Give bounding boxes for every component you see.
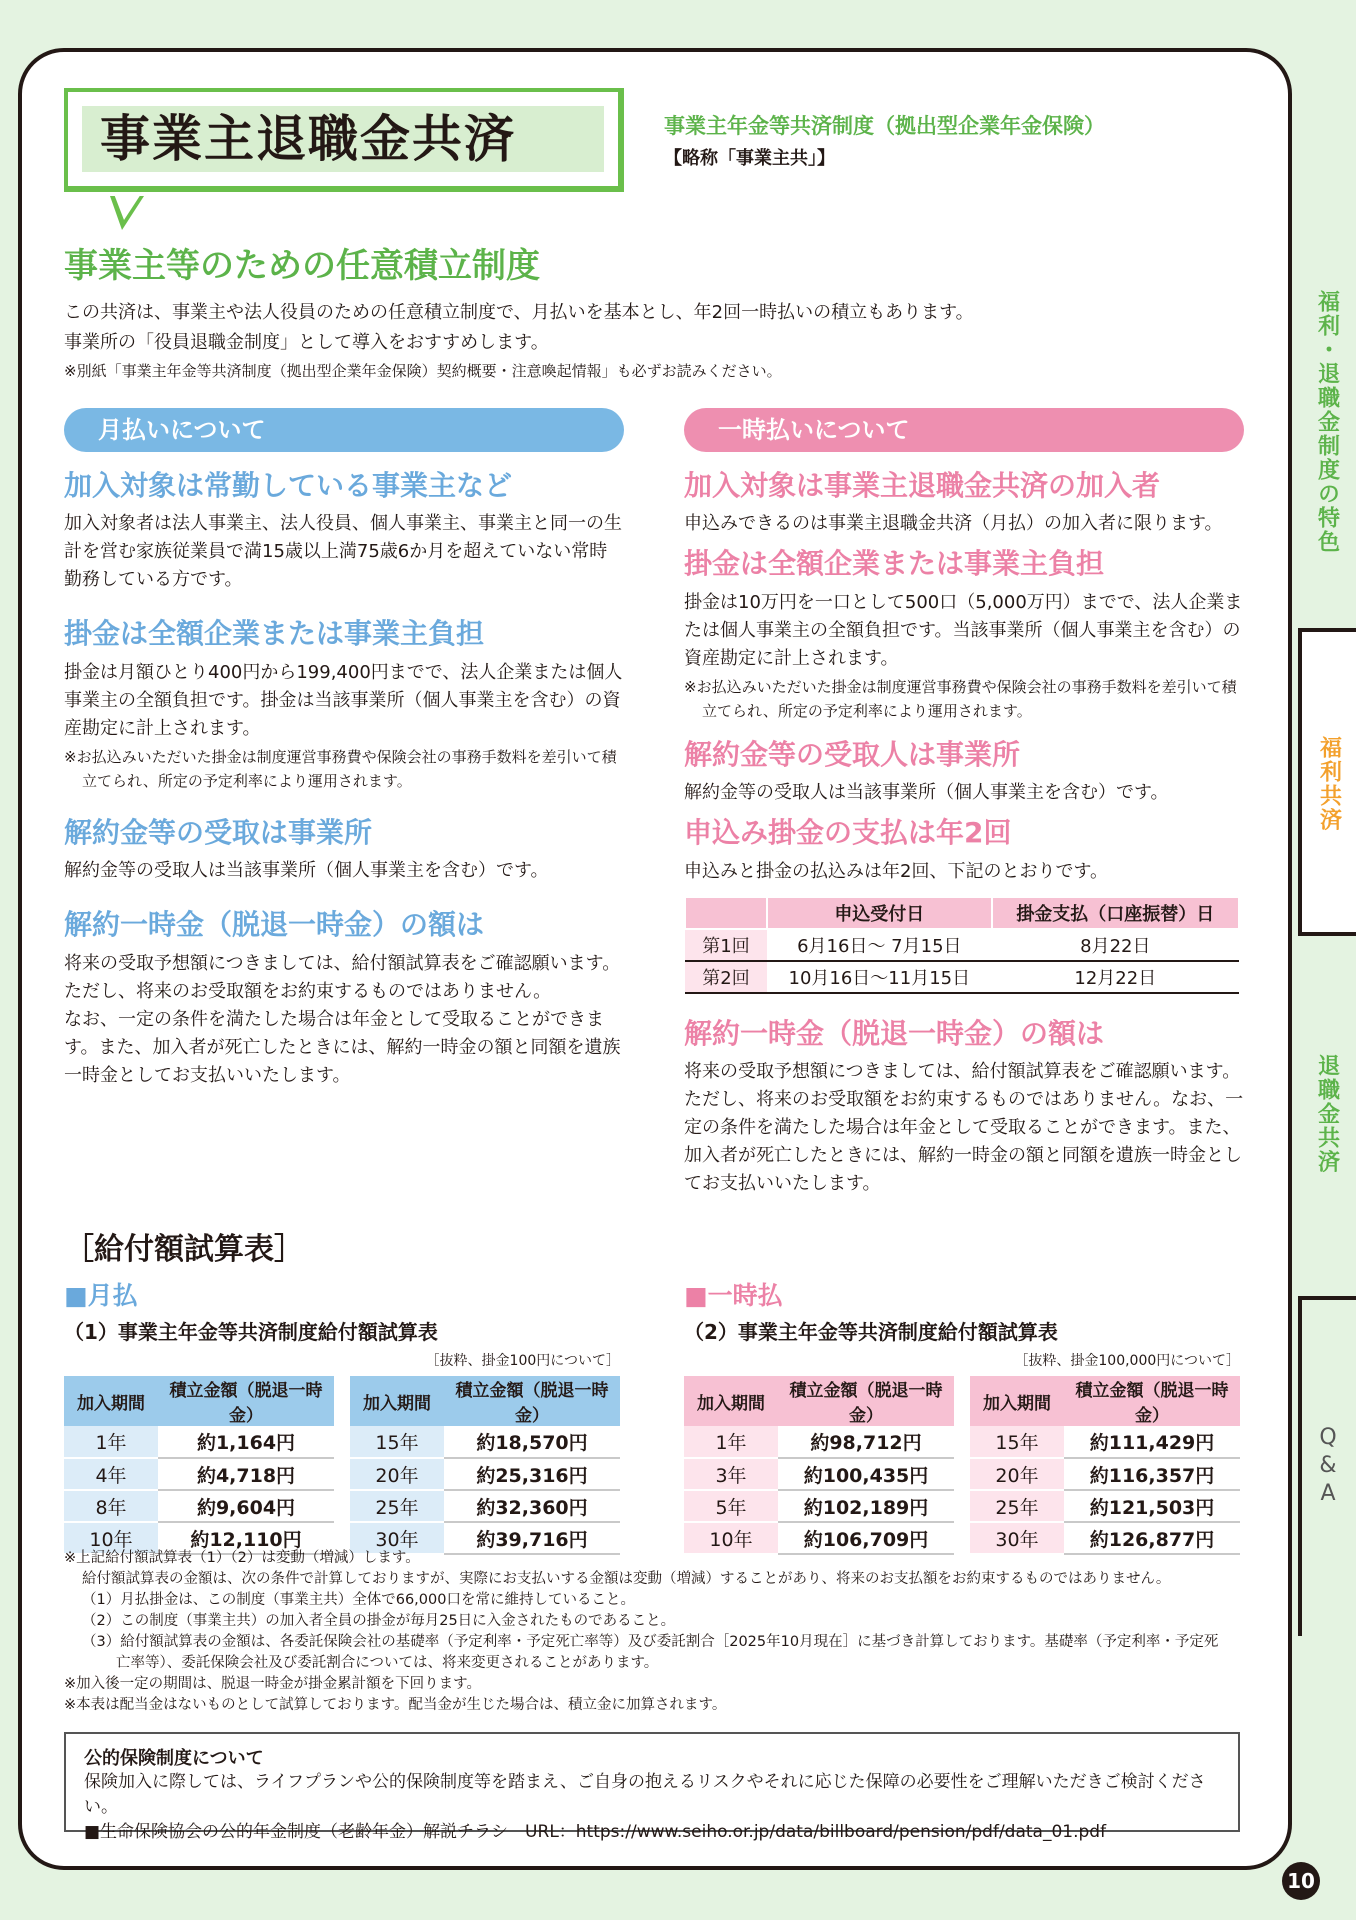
lumpsum-amount-body: 将来の受取予想額につきましては、給付額試算表をご確認願います。ただし、将来のお受取額をお約束するものではありません。なお、一定の条件を満たした場合は年金として受取ることができます。また、加入者が死亡したときには、解約一時金の額と同額を遺族一時金としてお支払いいたします。 [684, 1060, 1244, 1194]
public-box-title: 公的保険制度について [84, 1748, 264, 1769]
side-tab-retirement-label: 退職金共済 [1314, 1054, 1340, 1174]
lumpsum-table-head: ■一時払 [684, 1281, 783, 1310]
title-box [64, 88, 624, 192]
table-row [970, 1490, 1240, 1522]
intro-note: ※別紙「事業主年金等共済制度（拠出型企業年金保険）契約概要・注意喚起情報」も必ずお読みください。 [64, 362, 782, 380]
side-tab-features[interactable] [1298, 276, 1356, 594]
monthly-amount-title: 解約一時金（脱退一時金）の額は [64, 908, 485, 942]
table2-right [970, 1376, 1240, 1555]
amount-cell: 約116,357円 [1064, 1458, 1240, 1490]
monthly-eligibility-title: 加入対象は常勤している事業主など [64, 469, 513, 502]
footnote: ※加入後一定の期間は、脱退一時金が掛金累計額を下回ります。 [64, 1676, 481, 1692]
intro-line-1: この共済は、事業主や法人役員のための任意積立制度で、月払いを基本とし、年2回一時払いの積立もあります。 [64, 302, 974, 323]
period-cell: 5年 [684, 1490, 778, 1522]
speech-tail-inner [114, 194, 141, 220]
period-cell: 30年 [350, 1522, 444, 1554]
public-insurance-box [64, 1732, 1240, 1842]
benefit-section-title: ［給付額試算表］ [64, 1232, 304, 1267]
footnote: ※本表は配当金はないものとして試算しております。配当金が生じた場合は、積立金に加算されます。 [64, 1697, 727, 1713]
lumpsum-payment-title: 申込み掛金の支払は年2回 [684, 816, 1012, 850]
col-amount: 積立金額（脱退一時金） [1064, 1376, 1240, 1426]
table-row [350, 1490, 620, 1522]
col-amount: 積立金額（脱退一時金） [158, 1376, 334, 1426]
footnote: 給付額試算表の金額は、次の条件で計算しておりますが、実際にお支払いする金額は変動（増減）することがあり、将来のお支払額をお約束するものではありません。 [82, 1571, 1171, 1587]
monthly-premium-body: 掛金は月額ひとり400円から199,400円までで、法人企業または個人事業主の全額負担です。掛金は当該事業所（個人事業主を含む）の資産勘定に計上されます。 [64, 661, 623, 739]
amount-cell: 約39,716円 [444, 1522, 620, 1554]
table1-title: （1）事業主年金等共済制度給付額試算表 [64, 1320, 438, 1344]
monthly-premium-title: 掛金は全額企業または事業主負担 [64, 617, 485, 651]
monthly-amount-body-1: 将来の受取予想額につきましては、給付額試算表をご確認願います。ただし、将来のお受取額をお約束するものではありません。 [64, 952, 621, 1002]
amount-cell: 約100,435円 [778, 1458, 954, 1490]
period-cell: 25年 [350, 1490, 444, 1522]
footnote: 亡率等）、委託保険会社及び委託割合については、将来変更されることがあります。 [116, 1655, 659, 1671]
period-cell: 1年 [684, 1426, 778, 1458]
amount-cell: 約4,718円 [158, 1458, 334, 1490]
table-row [684, 1490, 954, 1522]
side-tab-qa[interactable] [1298, 1296, 1356, 1636]
period-cell: 10年 [684, 1522, 778, 1554]
schedule-header-payment: 掛金支払（口座振替）日 [992, 897, 1239, 929]
period-cell: 25年 [970, 1490, 1064, 1522]
footnotes [64, 1548, 1218, 1716]
table-row [684, 1458, 954, 1490]
amount-cell: 約18,570円 [444, 1426, 620, 1458]
amount-cell: 約106,709円 [778, 1522, 954, 1554]
period-cell: 4年 [64, 1458, 158, 1490]
table-row [970, 1458, 1240, 1490]
amount-cell: 約121,503円 [1064, 1490, 1240, 1522]
period-cell: 30年 [970, 1522, 1064, 1554]
monthly-pill: 月払いについて [64, 408, 624, 452]
table-row [350, 1426, 620, 1458]
side-tab-features-label: 福利・退職金制度の特色 [1314, 290, 1340, 554]
monthly-amount-body-2: なお、一定の条件を満たした場合は年金として受取ることができます。また、加入者が死亡したときには、解約一時金の額と同額を遺族一時金としてお支払いいたします。 [64, 1008, 621, 1086]
schedule-round: 第2回 [685, 961, 767, 993]
amount-cell: 約12,110円 [158, 1522, 334, 1554]
table-row [64, 1490, 334, 1522]
amount-cell: 約9,604円 [158, 1490, 334, 1522]
table2-left [684, 1376, 954, 1555]
col-amount: 積立金額（脱退一時金） [778, 1376, 954, 1426]
table-row [350, 1458, 620, 1490]
side-tab-qa-label: Q&A [1319, 1425, 1339, 1506]
lumpsum-eligibility-body: 申込みできるのは事業主退職金共済（月払）の加入者に限ります。 [684, 513, 1223, 535]
amount-cell: 約111,429円 [1064, 1426, 1240, 1458]
lumpsum-amount-title: 解約一時金（脱退一時金）の額は [684, 1016, 1105, 1050]
table-row [970, 1426, 1240, 1458]
table-row [684, 1426, 954, 1458]
lumpsum-payment-body: 申込みと掛金の払込みは年2回、下記のとおりです。 [684, 860, 1109, 882]
side-tab-welfare-label: 福利共済 [1316, 736, 1342, 832]
amount-cell: 約126,877円 [1064, 1522, 1240, 1554]
schedule-application-date: 10月16日～11月15日 [767, 961, 992, 993]
lumpsum-column [684, 408, 1244, 1198]
schedule-header-application: 申込受付日 [767, 897, 992, 929]
lumpsum-premium-note: ※お払込みいただいた掛金は制度運営事務費や保険会社の事務手数料を差引いて積立てられ、所定の予定利率により運用されます。 [684, 677, 1237, 720]
monthly-recipient-body: 解約金等の受取人は当該事業所（個人事業主を含む）です。 [64, 860, 549, 882]
table2-title: （2）事業主年金等共済制度給付額試算表 [684, 1320, 1058, 1344]
lumpsum-recipient-body: 解約金等の受取人は当該事業所（個人事業主を含む）です。 [684, 782, 1169, 804]
page-title: 事業主退職金共済 [100, 110, 516, 168]
table1-left [64, 1376, 334, 1555]
public-box-line: 保険加入に際しては、ライフプランや公的保険制度等を踏まえ、ご自身の抱えるリスクやそれに応じた保障の必要性をご理解いただきご検討ください。 [84, 1772, 1206, 1817]
period-cell: 15年 [970, 1426, 1064, 1458]
col-period: 加入期間 [970, 1376, 1064, 1426]
col-period: 加入期間 [684, 1376, 778, 1426]
footnote: （1）月払掛金は、この制度（事業主共）全体で66,000口を常に維持していること。 [82, 1592, 635, 1608]
intro-subtitle: 事業主等のための任意積立制度 [64, 246, 540, 286]
lumpsum-pill: 一時払いについて [684, 408, 1244, 452]
amount-cell: 約98,712円 [778, 1426, 954, 1458]
table-row [64, 1458, 334, 1490]
monthly-eligibility-body: 加入対象者は法人事業主、法人役員、個人事業主、事業主と同一の生計を営む家族従業員で満15歳以上満75歳6か月を超えていない常時勤務している方です。 [64, 513, 622, 591]
amount-cell: 約102,189円 [778, 1490, 954, 1522]
side-tab-welfare[interactable] [1298, 628, 1356, 936]
footnote: （3）給付額試算表の金額は、各委託保険会社の基礎率（予定利率・予定死亡率等）及び委託割合［2025年10月現在］に基づき計算しております。基礎率（予定利率・予定死 [82, 1634, 1219, 1650]
period-cell: 8年 [64, 1490, 158, 1522]
period-cell: 20年 [350, 1458, 444, 1490]
lumpsum-premium-body: 掛金は10万円を一口として500口（5,000万円）までで、法人企業または個人事業主の全額負担です。当該事業所（個人事業主を含む）の資産勘定に計上されます。 [684, 591, 1243, 669]
table-row [685, 929, 1239, 961]
monthly-recipient-title: 解約金等の受取は事業所 [64, 815, 373, 849]
product-abbr: 【略称「事業主共」】 [664, 148, 835, 169]
period-cell: 3年 [684, 1458, 778, 1490]
schedule-application-date: 6月16日～ 7月15日 [767, 929, 992, 961]
footnote: （2）この制度（事業主共）の加入者全員の掛金が毎月25日に入金されたものであること。 [82, 1613, 676, 1629]
table1-right [350, 1376, 620, 1555]
amount-cell: 約1,164円 [158, 1426, 334, 1458]
monthly-premium-note: ※お払込みいただいた掛金は制度運営事務費や保険会社の事務手数料を差引いて積立てられ、所定の予定利率により運用されます。 [64, 747, 617, 790]
table1-caption: ［抜粋、掛金100円について］ [425, 1353, 620, 1369]
col-amount: 積立金額（脱退一時金） [444, 1376, 620, 1426]
period-cell: 20年 [970, 1458, 1064, 1490]
schedule-payment-date: 8月22日 [992, 929, 1239, 961]
product-name: 事業主年金等共済制度（拠出型企業年金保険） [664, 114, 1105, 138]
table2-caption: ［抜粋、掛金100,000円について］ [1014, 1353, 1240, 1369]
col-period: 加入期間 [350, 1376, 444, 1426]
lumpsum-recipient-title: 解約金等の受取人は事業所 [684, 737, 1021, 771]
monthly-column [64, 408, 624, 1090]
intro-line-2: 事業所の「役員退職金制度」として導入をおすすめします。 [64, 332, 549, 353]
schedule-table [684, 896, 1240, 994]
side-tab-retirement[interactable] [1298, 970, 1356, 1270]
col-period: 加入期間 [64, 1376, 158, 1426]
amount-cell: 約25,316円 [444, 1458, 620, 1490]
lumpsum-eligibility-title: 加入対象は事業主退職金共済の加入者 [684, 469, 1161, 502]
footnote: ※上記給付額試算表（1）（2）は変動（増減）します。 [64, 1550, 420, 1566]
page-number: 10 [1282, 1862, 1320, 1900]
schedule-round: 第1回 [685, 929, 767, 961]
schedule-payment-date: 12月22日 [992, 961, 1239, 993]
period-cell: 1年 [64, 1426, 158, 1458]
public-box-url[interactable]: ■生命保険協会の公的年金制度（老齢年金）解説チラシ URL：https://www.seiho.or.jp/data/billboard/pension/pdf/data_01.pdf [84, 1822, 1107, 1842]
period-cell: 15年 [350, 1426, 444, 1458]
table-row [685, 961, 1239, 993]
monthly-table-head: ■月払 [64, 1281, 138, 1310]
amount-cell: 約32,360円 [444, 1490, 620, 1522]
table-row [64, 1426, 334, 1458]
schedule-header-blank [685, 897, 767, 929]
period-cell: 10年 [64, 1522, 158, 1554]
lumpsum-premium-title: 掛金は全額企業または事業主負担 [684, 547, 1105, 581]
